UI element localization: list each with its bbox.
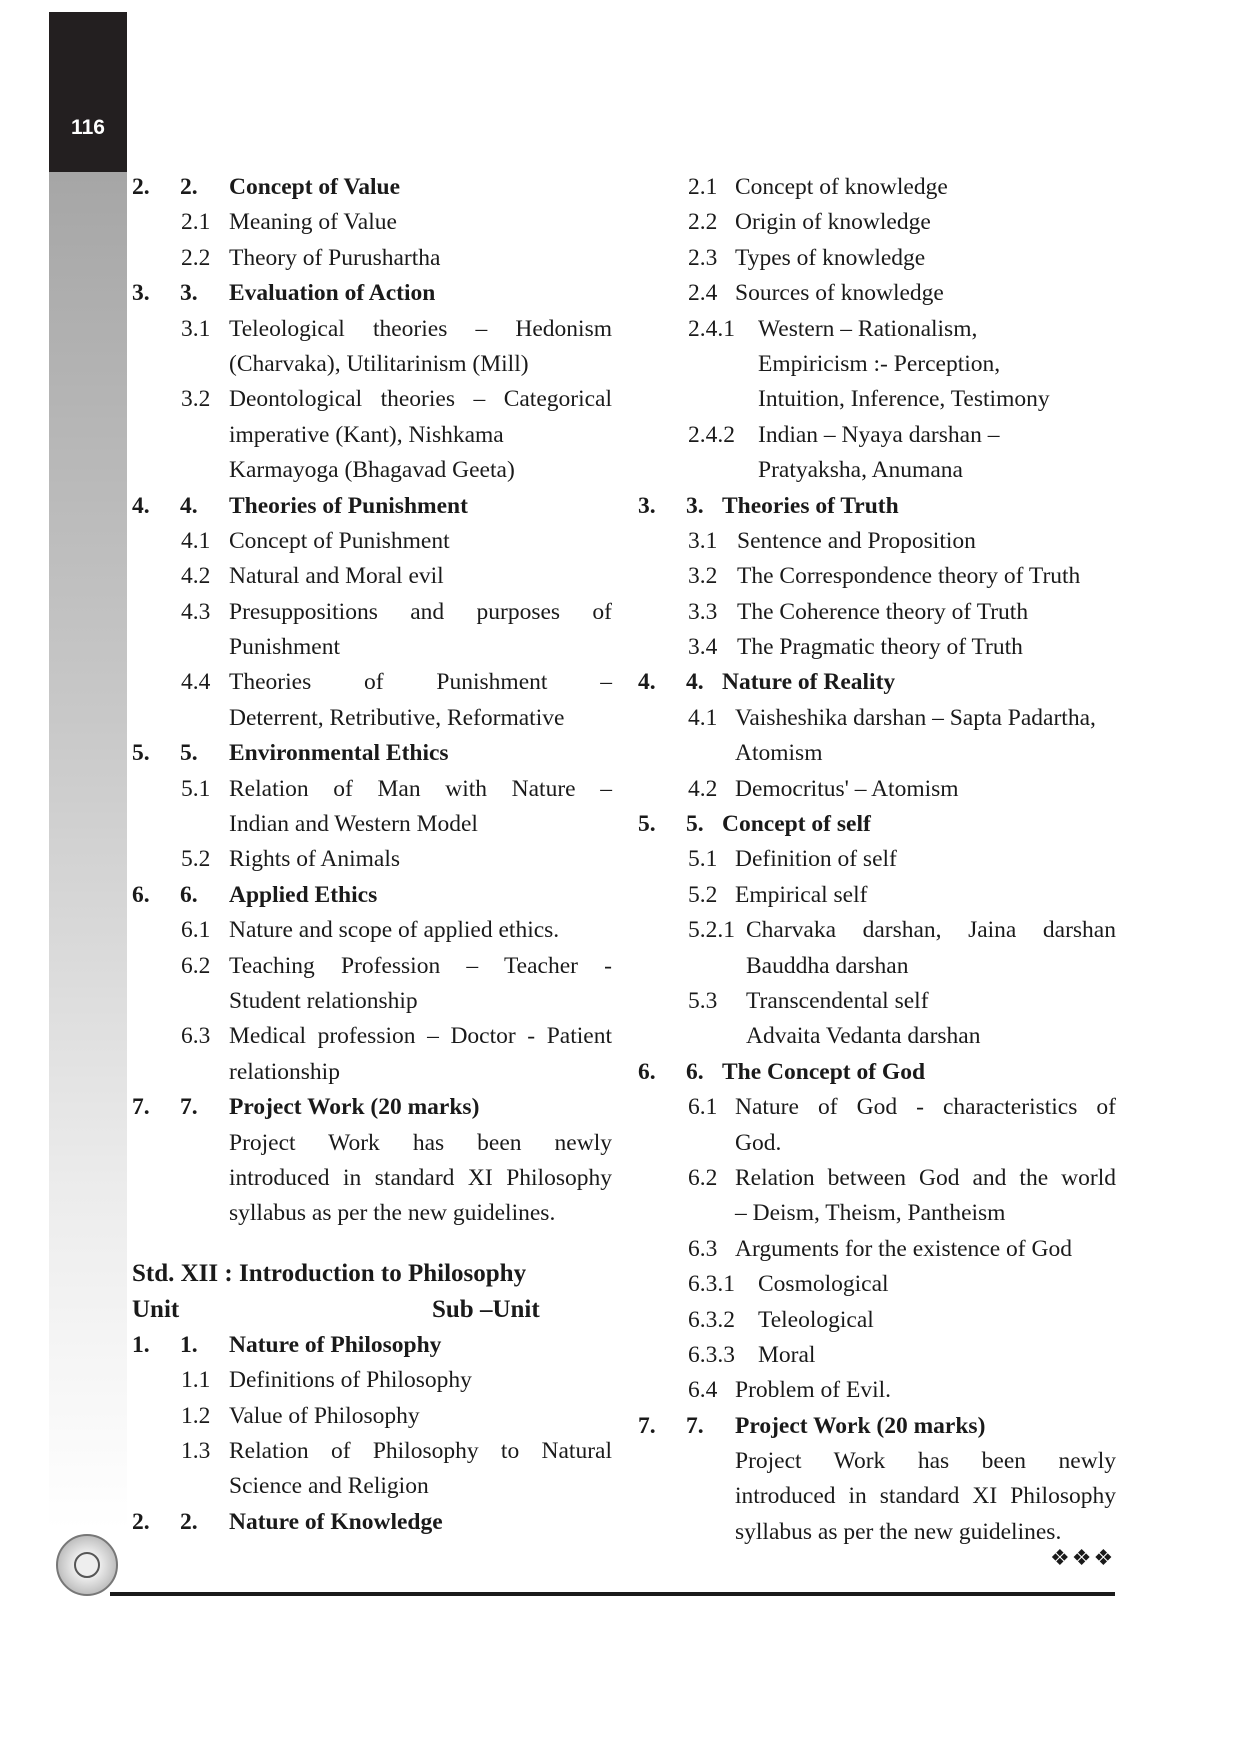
unit-heading: 6. 6. Applied Ethics	[132, 881, 378, 908]
unit-heading: 3. 3. Evaluation of Action	[132, 280, 436, 307]
sub-subunit: 6.3.3 Moral	[688, 1341, 816, 1368]
subunit: 3.2 The Correspondence theory of Truth	[688, 563, 1081, 590]
subunit: 2.3 Types of knowledge	[688, 244, 926, 271]
subunit-cont: Advaita Vedanta darshan	[746, 1023, 981, 1050]
subunit: 4.3 Presuppositions and purposes of	[181, 598, 612, 625]
column-headers	[132, 1292, 612, 1328]
paragraph-line: Project Work has been newly	[229, 1129, 612, 1156]
subunit-cont: – Deism, Theism, Pantheism	[735, 1200, 1006, 1227]
sub-subunit: 2.4.1 Western – Rationalism,	[688, 315, 978, 342]
subunit: 1.2 Value of Philosophy	[181, 1402, 420, 1429]
sub-subunit-cont: Empiricism :- Perception,	[758, 350, 1001, 377]
subunit: 2.4 Sources of knowledge	[688, 280, 944, 307]
subunit: 6.2 Relation between God and the world	[688, 1164, 1116, 1191]
subunit: 2.2 Theory of Purushartha	[181, 244, 441, 271]
unit-heading: 4. 4. Nature of Reality	[638, 669, 896, 696]
left-column	[132, 170, 612, 1540]
subunit-cont: Deterrent, Retributive, Reformative	[229, 704, 565, 731]
sub-subunit-cont: Intuition, Inference, Testimony	[758, 386, 1050, 413]
side-band	[49, 172, 127, 1530]
subunit: 3.1 Teleological theories – Hedonism	[181, 315, 612, 342]
subunit: 6.4 Problem of Evil.	[688, 1377, 891, 1404]
subunit: 2.2 Origin of knowledge	[688, 209, 931, 236]
subunit: 6.3 Medical profession – Doctor - Patient	[181, 1023, 612, 1050]
subunit-cont: Punishment	[229, 634, 340, 661]
std-xii-heading: Std. XII : Introduction to Philosophy	[132, 1259, 527, 1287]
subunit: 4.1 Vaisheshika darshan – Sapta Padartha,	[688, 704, 1096, 731]
subunit-cont: God.	[735, 1129, 782, 1156]
unit-heading: 4. 4. Theories of Punishment	[132, 492, 468, 519]
subunit: 6.1 Nature of God - characteristics of	[688, 1094, 1116, 1121]
sub-subunit: 5.2.1 Charvaka darshan, Jaina darshan	[688, 917, 1116, 944]
paragraph-line: introduced in standard XI Philosophy	[229, 1164, 612, 1191]
subunit: 6.1 Nature and scope of applied ethics.	[181, 917, 560, 944]
subunit-cont: Student relationship	[229, 987, 418, 1014]
subunit: 1.3 Relation of Philosophy to Natural	[181, 1437, 612, 1464]
subunit: 6.2 Teaching Profession – Teacher -	[181, 952, 612, 979]
subunit: 3.2 Deontological theories – Categorical	[181, 386, 612, 413]
subunit-col-header: Sub –Unit	[432, 1295, 540, 1323]
subunit: 5.1 Definition of self	[688, 846, 897, 873]
paragraph-line: syllabus as per the new guidelines.	[735, 1518, 1062, 1545]
subunit: 3.3 The Coherence theory of Truth	[688, 598, 1029, 625]
unit-col-header: Unit	[132, 1295, 180, 1323]
sub-subunit: 2.4.2 Indian – Nyaya darshan –	[688, 421, 1000, 448]
subunit: 4.2 Democritus' – Atomism	[688, 775, 959, 802]
sub-subunit: 6.3.2 Teleological	[688, 1306, 874, 1333]
footer-rule	[110, 1592, 1115, 1596]
page-number: 116	[71, 116, 105, 139]
unit-heading: 7. 7. Project Work (20 marks)	[132, 1094, 480, 1121]
subunit: 4.4 Theories of Punishment –	[181, 669, 612, 696]
unit-heading: 2. 2. Nature of Knowledge	[132, 1508, 443, 1535]
unit-heading: 5. 5. Environmental Ethics	[132, 740, 449, 767]
subunit: 4.1 Concept of Punishment	[181, 527, 450, 554]
subunit-cont: imperative (Kant), Nishkama	[229, 421, 504, 448]
subunit-cont: Indian and Western Model	[229, 811, 478, 838]
subunit: 5.2 Rights of Animals	[181, 846, 401, 873]
paragraph-line: introduced in standard XI Philosophy	[735, 1483, 1116, 1510]
subunit-cont: (Charvaka), Utilitarinism (Mill)	[229, 350, 529, 377]
page-tab	[49, 12, 127, 172]
subunit: 3.4 The Pragmatic theory of Truth	[688, 634, 1023, 661]
sub-subunit-cont: Pratyaksha, Anumana	[758, 457, 963, 484]
subunit: 4.2 Natural and Moral evil	[181, 563, 444, 590]
sub-subunit: 6.3.1 Cosmological	[688, 1271, 889, 1298]
unit-heading: 2. 2. Concept of Value	[132, 174, 401, 200]
paragraph-line: syllabus as per the new guidelines.	[229, 1200, 556, 1227]
subunit-cont: relationship	[229, 1058, 340, 1085]
subunit-cont: Karmayoga (Bhagavad Geeta)	[229, 457, 515, 484]
paragraph-line: Project Work has been newly	[735, 1448, 1116, 1475]
right-column	[638, 170, 1116, 1550]
subunit-cont: Atomism	[735, 740, 823, 767]
board-seal-icon	[56, 1534, 118, 1596]
unit-heading: 5. 5. Concept of self	[638, 811, 871, 838]
sub-subunit-cont: Bauddha darshan	[746, 952, 909, 979]
unit-heading: 7. 7. Project Work (20 marks)	[638, 1412, 986, 1439]
end-ornament: ❖❖❖	[1050, 1546, 1116, 1571]
unit-heading: 1. 1. Nature of Philosophy	[132, 1331, 442, 1358]
subunit: 2.1 Meaning of Value	[181, 209, 397, 236]
subunit: 5.2 Empirical self	[688, 881, 868, 908]
subunit: 6.3 Arguments for the existence of God	[688, 1235, 1072, 1262]
unit-heading: 3. 3. Theories of Truth	[638, 492, 899, 519]
subunit: 1.1 Definitions of Philosophy	[181, 1367, 472, 1394]
subunit: 5.3 Transcendental self	[688, 987, 929, 1014]
unit-heading: 6. 6. The Concept of God	[638, 1058, 926, 1085]
subunit: 5.1 Relation of Man with Nature –	[181, 775, 612, 802]
subunit: 3.1 Sentence and Proposition	[688, 527, 976, 554]
subunit: 2.1 Concept of knowledge	[688, 174, 948, 200]
subunit-cont: Science and Religion	[229, 1473, 429, 1500]
